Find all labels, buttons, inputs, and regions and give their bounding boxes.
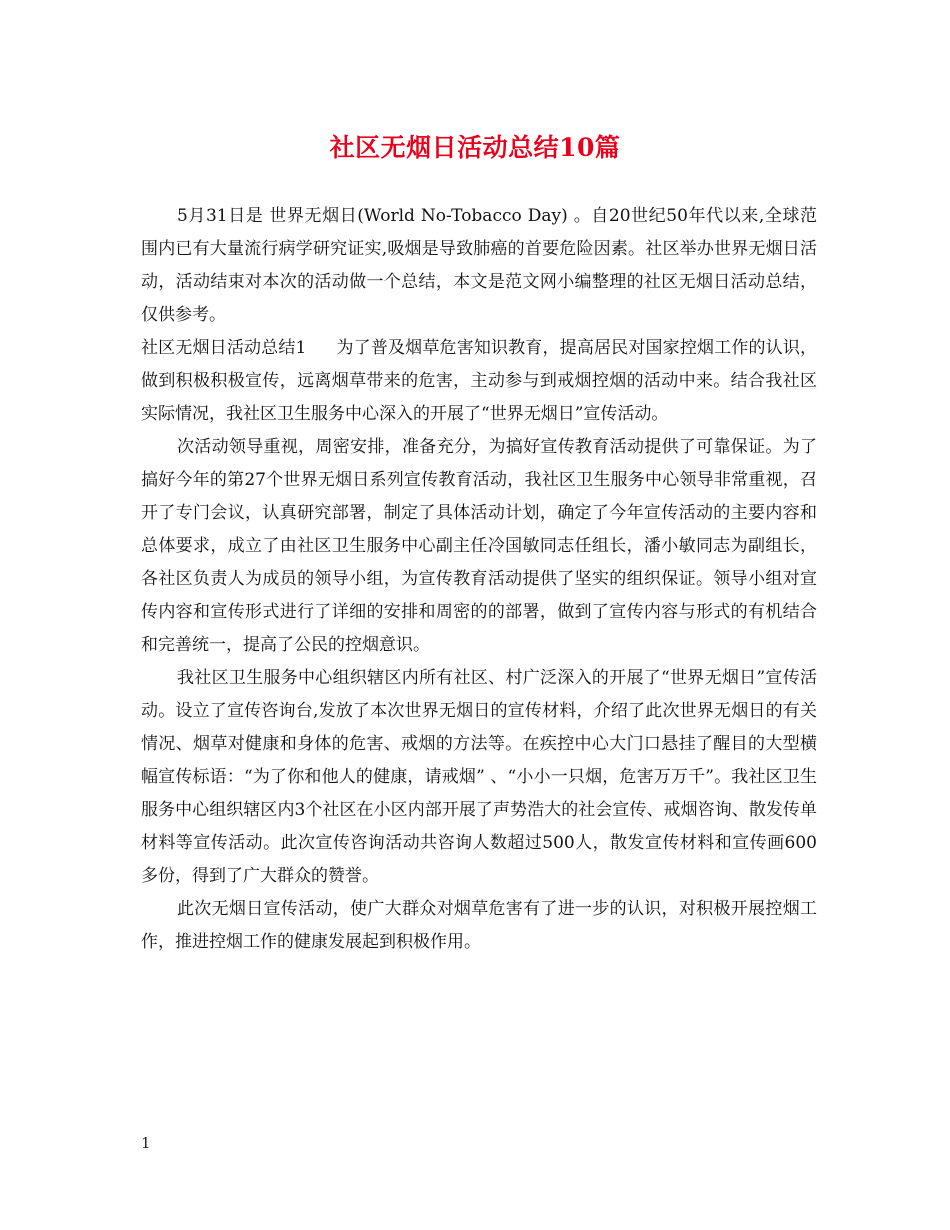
document-title: 社区无烟日活动总结10篇 — [329, 133, 621, 162]
document-body — [141, 200, 817, 959]
body-paragraph: 我社区卫生服务中心组织辖区内所有社区、村广泛深入的开展了“世界无烟日”宣传活动。设立了宣传咨询台,发放了本次世界无烟日的宣传材料，介绍了此次世界无烟日的有关情况、烟草对健康和身体的危害、戒烟的方法等。在疾控中心大门口悬挂了醒目的大型横幅宣传标语：“为了你和他人的健康，请戒烟” 、“小小一只烟，危害万万千”。我社区卫生服务中心组织辖区内3个社区在小区内部开展了声势浩大的社会宣传、戒烟咨询、散发传单材料等宣传活动。此次宣传咨询活动共咨询人数超过500人，散发宣传材料和宣传画600多份，得到了广大群众的赞誉。 — [141, 668, 817, 886]
body-paragraph: 次活动领导重视，周密安排，准备充分，为搞好宣传教育活动提供了可靠保证。为了搞好今年的第27个世界无烟日系列宣传教育活动，我社区卫生服务中心领导非常重视，召开了专门会议，认真研究部署，制定了具体活动计划，确定了今年宣传活动的主要内容和总体要求，成立了由社区卫生服务中心副主任冷国敏同志任组长，潘小敏同志为副组长，各社区负责人为成员的领导小组，为宣传教育活动提供了坚实的组织保证。领导小组对宣传内容和宣传形式进行了详细的安排和周密的的部署，做到了宣传内容与形式的有机结合和完善统一，提高了公民的控烟意识。 — [141, 437, 817, 655]
section-1-heading: 社区无烟日活动总结1 — [141, 338, 307, 358]
section-1-paragraph — [141, 332, 817, 431]
section-1-lead-text: 为了普及烟草危害知识教育，提高居民对国家控烟工作的认识，做到积极积极宣传，远离烟草带来的危害，主动参与到戒烟控烟的活动中来。结合我社区实际情况，我社区卫生服务中心深入的开展了“世界无烟日”宣传活动。 — [141, 338, 817, 424]
body-paragraph: 此次无烟日宣传活动，使广大群众对烟草危害有了进一步的认识，对积极开展控烟工作，推进控烟工作的健康发展起到积极作用。 — [141, 899, 817, 952]
page-number: 1 — [141, 1134, 151, 1152]
intro-paragraph: 5月31日是 世界无烟日(World No-Tobacco Day) 。自20世纪50年代以来,全球范围内已有大量流行病学研究证实,吸烟是导致肺癌的首要危险因素。社区举办世界无烟日活动，活动结束对本次的活动做一个总结，本文是范文网小编整理的社区无烟日活动总结，仅供参考。 — [141, 206, 817, 325]
